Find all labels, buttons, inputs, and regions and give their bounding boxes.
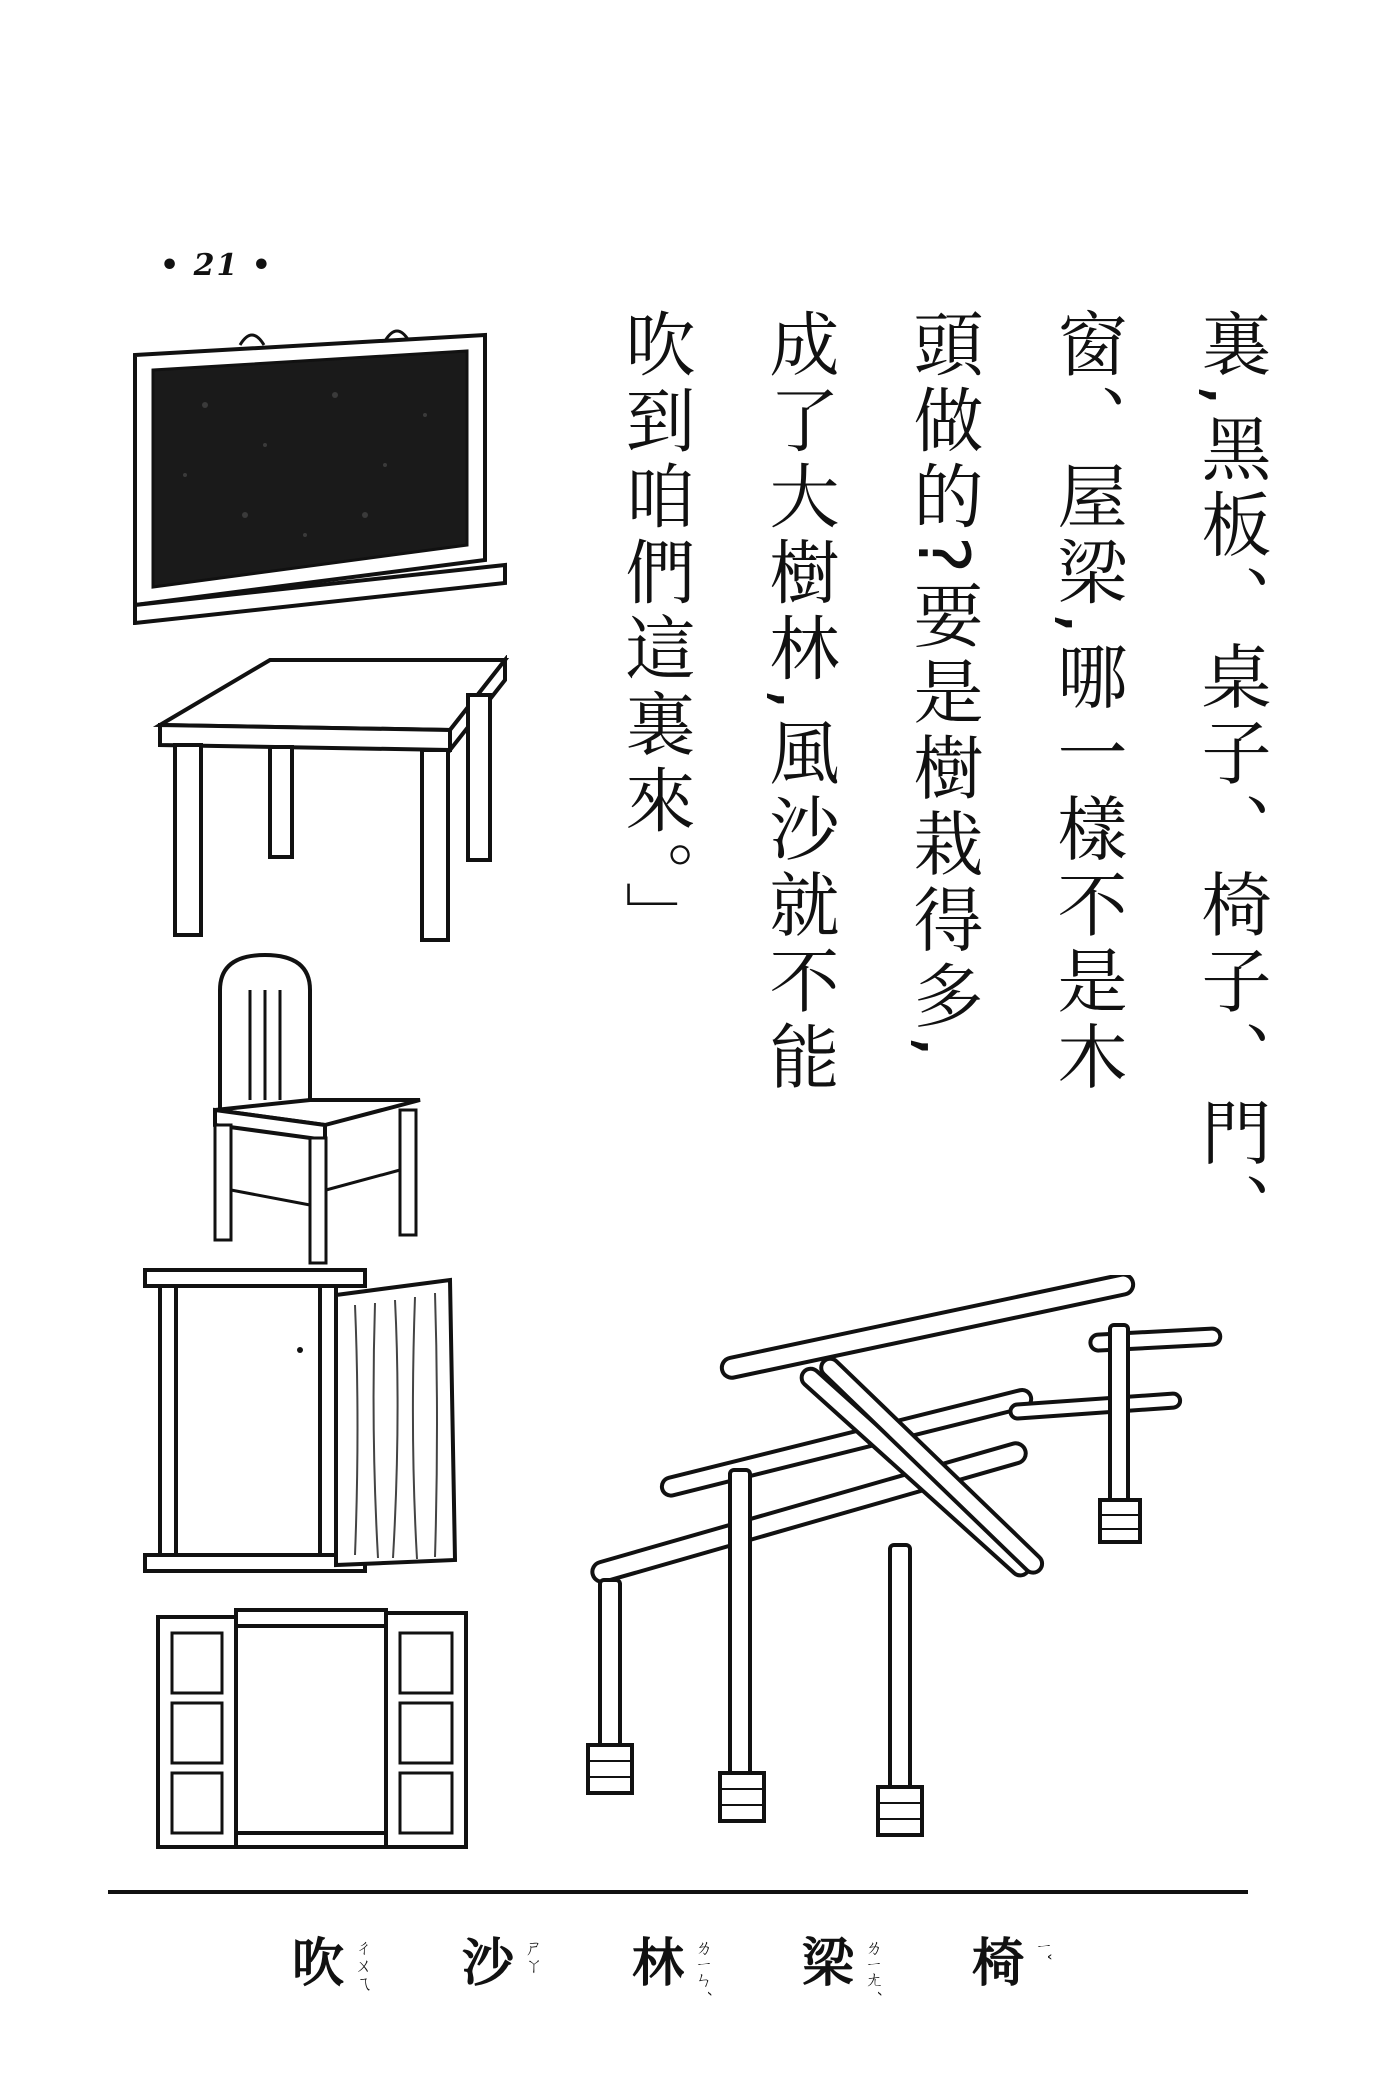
vocabulary-strip: [0, 1930, 1381, 2010]
vocab-char: 吹: [292, 1934, 345, 1994]
vocab-phonetic: ㄌㄧㄤˊ: [862, 1938, 883, 1998]
vocab-char: 梁: [802, 1934, 855, 1994]
text-column-3: 頭做的?要是樹栽得多,: [902, 308, 984, 1064]
vocab-char: 林: [632, 1934, 685, 1994]
divider-line: [108, 1890, 1248, 1894]
text-column-4: 成了大樹林,風沙就不能: [758, 308, 840, 1097]
text-column-5: 吹到咱們這裏來。」: [614, 308, 696, 957]
vocab-phonetic: ㄔㄨㄟ: [352, 1938, 373, 1992]
vocab-phonetic: ㄕㄚ: [522, 1938, 543, 1974]
table-illustration: [150, 655, 510, 945]
vocab-char: 沙: [462, 1934, 515, 1994]
text-column-2: 窗、屋梁,哪一樣不是木: [1046, 308, 1128, 1097]
page-number: • 21 •: [160, 248, 273, 283]
vocab-phonetic: ㄌㄧㄣˊ: [692, 1938, 713, 1998]
chair-illustration: [200, 950, 440, 1270]
blackboard-illustration: [125, 315, 515, 625]
window-illustration: [150, 1605, 480, 1855]
vocab-char: 椅: [972, 1934, 1025, 1994]
text-column-1: 裏,黑板、桌子、椅子、門、: [1190, 308, 1272, 1249]
vocab-phonetic: ㄧˇ: [1032, 1938, 1053, 1962]
beam-frame-illustration: [580, 1275, 1230, 1845]
door-illustration: [140, 1265, 470, 1585]
body-text: [583, 308, 1303, 1308]
